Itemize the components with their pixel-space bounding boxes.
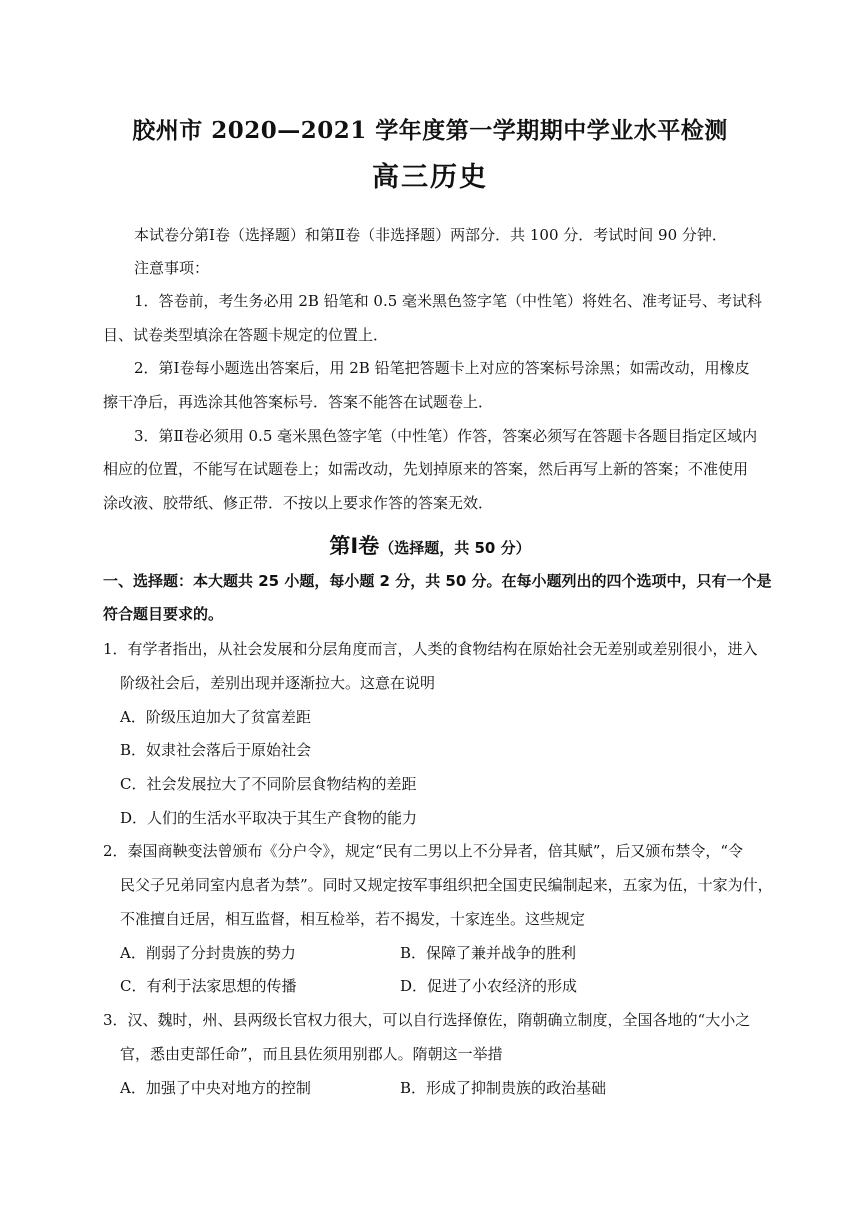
notice-2b: 擦干净后，再选涂其他答案标号．答案不能答在试题卷上． [103, 393, 494, 411]
section-heading [0, 530, 860, 560]
notice-2a: 2．第Ⅰ卷每小题选出答案后，用 2B 铅笔把答题卡上对应的答案标号涂黑；如需改动，用橡皮 [134, 359, 750, 377]
q2-stem-c: 不准擅自迁居，相互监督，相互检举，若不揭发，十家连坐。这些规定 [120, 910, 586, 928]
notice-1b: 目、试卷类型填涂在答题卡规定的位置上． [103, 326, 389, 344]
q1-stem-b: 阶级社会后，差别出现并逐渐拉大。这意在说明 [120, 674, 436, 692]
q3-stem-b: 官，悉由吏部任命”，而且县佐须用别郡人。隋朝这一举措 [120, 1045, 503, 1063]
q1-stem-a: 1．有学者指出，从社会发展和分层角度而言，人类的食物结构在原始社会无差别或差别很小，进入 [103, 640, 758, 658]
q2-option-c: C．有利于法家思想的传播 [120, 977, 297, 995]
section-subtitle: （选择题，共 50 分） [379, 539, 531, 557]
notice-3c: 涂改液、胶带纸、修正带．不按以上要求作答的答案无效． [103, 494, 494, 512]
q3-option-b: B．形成了抑制贵族的政治基础 [400, 1079, 607, 1097]
q2-option-d: D．促进了小农经济的形成 [400, 977, 578, 995]
q2-stem-b: 民父子兄弟同室内息者为禁”。同时又规定按军事组织把全国吏民编制起来，五家为伍，十家为什， [120, 876, 773, 894]
q1-option-d: D．人们的生活水平取决于其生产食物的能力 [120, 809, 418, 827]
section-title: 第Ⅰ卷 [329, 534, 380, 558]
exam-title: 胶州市 2020—2021 学年度第一学期期中学业水平检测 [132, 117, 728, 144]
intro-line: 本试卷分第Ⅰ卷（选择题）和第Ⅱ卷（非选择题）两部分．共 100 分．考试时间 90 分钟． [134, 226, 727, 244]
q2-stem-a: 2．秦国商鞅变法曾颁布《分户令》，规定“民有二男以上不分异者，倍其赋”，后又颁布禁令，“令 [103, 842, 744, 860]
subject-title: 高三历史 [372, 162, 488, 193]
q3-stem-a: 3．汉、魏时，州、县两级长官权力很大，可以自行选择僚佐，隋朝确立制度，全国各地的“大小之 [103, 1011, 751, 1029]
q1-option-c: C．社会发展拉大了不同阶层食物结构的差距 [120, 775, 417, 793]
notice-title: 注意事项： [134, 259, 210, 277]
q1-option-b: B．奴隶社会落后于原始社会 [120, 741, 312, 759]
notice-1a: 1．答卷前，考生务必用 2B 铅笔和 0.5 毫米黑色签字笔（中性笔）将姓名、准考证号、考试科 [134, 292, 763, 310]
q3-option-a: A．加强了中央对地方的控制 [120, 1079, 311, 1097]
notice-3a: 3．第Ⅱ卷必须用 0.5 毫米黑色签字笔（中性笔）作答，答案必须写在答题卡各题目指定区域内 [134, 427, 758, 445]
q1-option-a: A．阶级压迫加大了贫富差距 [120, 708, 311, 726]
q2-option-b: B．保障了兼并战争的胜利 [400, 944, 577, 962]
section-instructions-b: 符合题目要求的。 [103, 605, 224, 623]
notice-3b: 相应的位置，不能写在试题卷上；如需改动，先划掉原来的答案，然后再写上新的答案；不准使用 [103, 460, 749, 478]
q2-option-a: A．削弱了分封贵族的势力 [120, 944, 296, 962]
section-instructions-a: 一、选择题：本大题共 25 小题，每小题 2 分，共 50 分。在每小题列出的四个选项中，只有一个是 [103, 572, 772, 590]
